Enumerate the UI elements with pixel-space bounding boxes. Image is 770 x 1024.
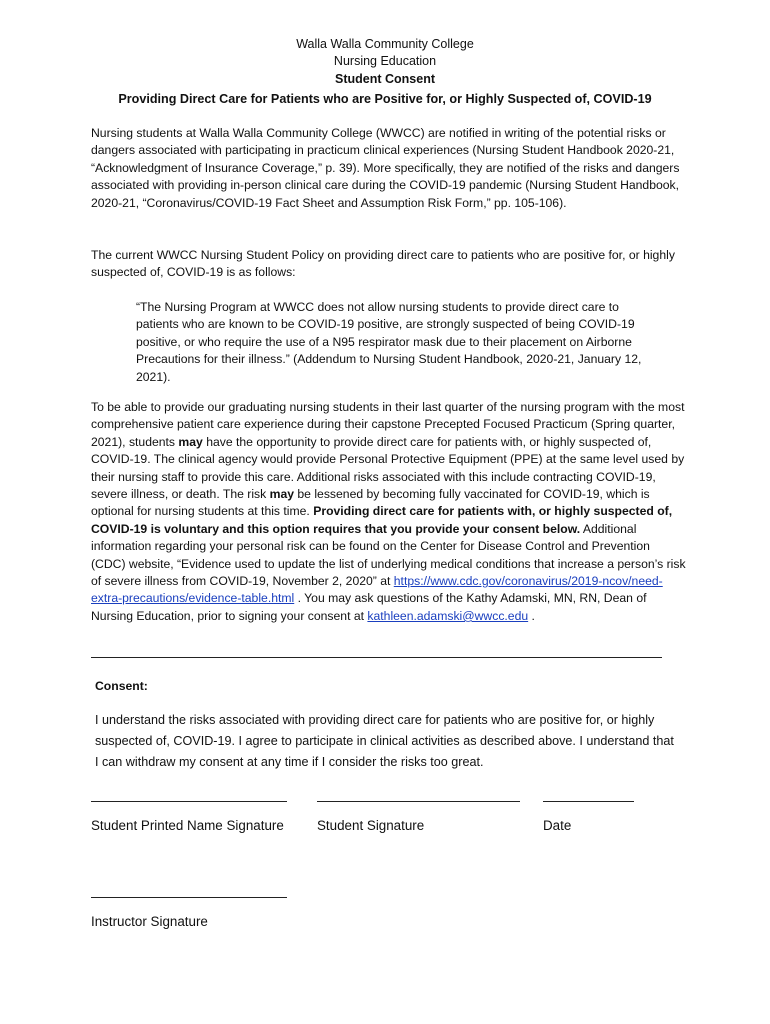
form-title: Student Consent xyxy=(335,72,435,86)
main-text-3: be lessened by becoming fully vaccinated for COVID-19, which is optional for nursing students at this time. xyxy=(91,487,650,519)
policy-quote: “The Nursing Program at WWCC does not allow nursing students to provide direct care to patients who are known to be COVID-19 positive, are strongly suspected of being COVID-19 positive, or who require the use of a N95 respirator mask due to their placement on Airborne Precautions for their illness.” (Addendum to Nursing Student Handbook, 2020-21, January 12, 2021). xyxy=(136,300,642,384)
voluntary-statement: Providing direct care for patients with, or highly suspected of, COVID-19 is voluntary and this option requires that you provide your consent below. xyxy=(91,504,673,536)
email-link[interactable]: kathleen.adamski@wwcc.edu xyxy=(367,608,529,623)
printed-name-signature-line[interactable] xyxy=(91,801,287,802)
emphasis-may-1: may xyxy=(178,434,203,449)
institution-name: Walla Walla Community College xyxy=(296,37,474,51)
intro-paragraph: Nursing students at Walla Walla Community College (WWCC) are notified in writing of the potential risks or dangers associated with participating in practicum clinical experiences (Nursing Student Handbook 2020-21, “Acknowledgment of Insurance Coverage,” p. 39). More specifically, they are notified of the risks and dangers associated with providing in-person clinical care during the COVID-19 pandemic (Nursing Student Handbook, 2020-21, “Coronavirus/COVID-19 Fact Sheet and Assumption Risk Form,” pp. 105-106). xyxy=(91,126,680,210)
section-divider xyxy=(91,657,662,658)
date-line[interactable] xyxy=(543,801,634,802)
form-subtitle: Providing Direct Care for Patients who are Positive for, or Highly Suspected of, COVID-19 xyxy=(118,92,652,106)
main-paragraph xyxy=(91,399,687,625)
emphasis-may-2: may xyxy=(269,487,295,502)
student-signature-label: Student Signature xyxy=(317,818,425,833)
instructor-signature-label: Instructor Signature xyxy=(91,914,208,929)
department-name: Nursing Education xyxy=(333,54,437,68)
consent-text: I understand the risks associated with providing direct care for patients who are positive for, or highly suspected of, COVID-19. I agree to participate in clinical activities as described above. I understand that I can withdraw my consent at any time if I consider the risks too great. xyxy=(95,713,674,769)
cdc-link[interactable]: https://www.cdc.gov/coronavirus/2019-ncov/need-extra-precautions/evidence-table.html xyxy=(91,574,663,606)
instructor-signature-line[interactable] xyxy=(91,897,287,898)
printed-name-signature-label: Student Printed Name Signature xyxy=(91,818,284,833)
policy-paragraph: The current WWCC Nursing Student Policy on providing direct care to patients who are positive for, or highly suspected of, COVID-19 is as follows: xyxy=(91,248,675,280)
main-text-4: Additional information regarding your personal risk can be found on the Center for Disease Control and Prevention (CDC) website, “Evidence used to update the list of underlying medical conditions that increase a person’s risk of severe illness from COVID-19, November 2, 2020” at xyxy=(91,521,686,589)
consent-label: Consent: xyxy=(95,679,148,693)
student-signature-line[interactable] xyxy=(317,801,520,802)
main-text-5: . You may ask questions of the Kathy Adamski, MN, RN, Dean of Nursing Education, prior to signing your consent at xyxy=(91,591,647,623)
main-text-1: To be able to provide our graduating nursing students in their last quarter of the nursing program with the most comprehensive patient care experience during their capstone Precepted Focused Practicum (Spring quarter, 2021), students xyxy=(91,400,685,449)
date-label: Date xyxy=(543,818,572,833)
main-text-2: have the opportunity to provide direct care for patients with, or highly suspected of, COVID-19. The clinical agency would provide Personal Protective Equipment (PPE) at the same level used by their nursing staff to provide this care. Additional risks associated with this include contracting COVID-19, severe illness, or death. The risk xyxy=(91,434,685,502)
main-text-6: . xyxy=(528,608,535,623)
